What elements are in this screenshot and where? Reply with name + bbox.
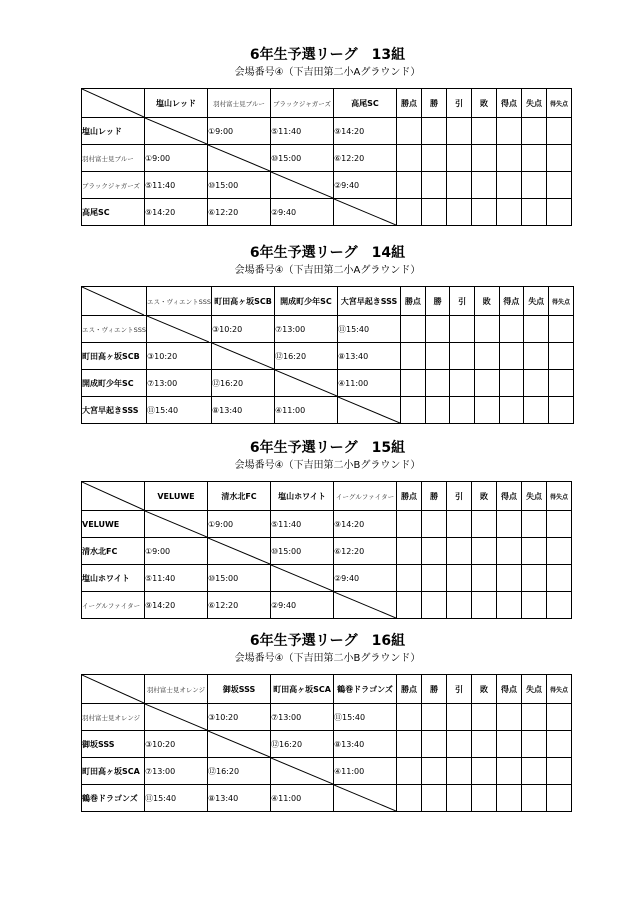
stat-cell [447,511,472,538]
corner-cell [82,482,145,511]
stat-cell [522,145,547,172]
stat-header: 敗 [472,89,497,118]
row-team-name: 町田高ヶ坂SCB [82,343,147,370]
stat-header: 勝 [422,482,447,511]
self-match-cell [334,199,397,226]
stat-cell [549,316,574,343]
stat-cell [397,145,422,172]
column-team-name: 町田高ヶ坂SCA [271,675,334,704]
stat-cell [401,316,426,343]
league-title: 6年生予選リーグ 13組 [249,47,406,63]
stat-cell [447,538,472,565]
match-time: ⑦13:00 [271,704,334,731]
stat-cell [547,145,572,172]
match-time: ⑤11:40 [271,511,334,538]
stat-header: 得点 [499,287,524,316]
stat-cell [522,538,547,565]
match-time: ⑥12:20 [208,199,271,226]
stat-cell [497,565,522,592]
row-team-name: イーグルファイター [82,592,145,619]
column-team-name: 羽村富士見オレンジ [145,675,208,704]
stat-cell [447,565,472,592]
match-time: ⑨14:20 [145,199,208,226]
column-team-name: 御坂SSS [208,675,271,704]
stat-cell [522,785,547,812]
stat-cell [422,538,447,565]
stat-header: 得点 [497,482,522,511]
stat-cell [547,731,572,758]
stat-cell [472,565,497,592]
match-time: ⑧13:40 [208,785,271,812]
match-time: ⑤11:40 [145,172,208,199]
stat-cell [472,538,497,565]
stat-cell [549,397,574,424]
team-row [82,145,572,172]
stat-cell [447,145,472,172]
league-title: 6年生予選リーグ 14組 [249,245,406,261]
stat-cell [524,370,549,397]
row-team-name: 鶴巻ドラゴンズ [82,785,145,812]
self-match-cell [212,343,275,370]
venue-label: 会場番号④（下吉田第二小Bグラウンド） [234,653,421,664]
match-time: ②9:40 [334,172,397,199]
match-time: ③10:20 [147,343,212,370]
stat-cell [547,172,572,199]
team-row [82,172,572,199]
self-match-cell [145,118,208,145]
self-match-cell [208,145,271,172]
corner-cell [82,287,147,316]
row-team-name: 高尾SC [82,199,145,226]
stat-cell [497,172,522,199]
stat-cell [472,592,497,619]
row-team-name: 清水北FC [82,538,145,565]
column-team-name: 高尾SC [334,89,397,118]
row-team-name: 塩山ホワイト [82,565,145,592]
row-team-name: 羽村富士見ブルー [82,145,145,172]
stat-cell [422,511,447,538]
match-time: ④11:00 [275,397,338,424]
match-time: ⑦13:00 [147,370,212,397]
stat-cell [474,397,499,424]
team-row [82,785,572,812]
row-team-name: 羽村富士見オレンジ [82,704,145,731]
stat-header: 勝点 [397,675,422,704]
match-time: ⑤11:40 [271,118,334,145]
stat-cell [397,199,422,226]
column-team-name: ブラックジャガーズ [271,89,334,118]
column-team-name: イーグルファイター [334,482,397,511]
team-row [82,731,572,758]
stat-cell [499,397,524,424]
stat-cell [547,511,572,538]
stat-cell [422,199,447,226]
stat-cell [397,592,422,619]
team-row [82,118,572,145]
stat-cell [447,758,472,785]
stat-header: 勝点 [397,89,422,118]
stat-cell [472,118,497,145]
match-time: ②9:40 [334,565,397,592]
team-row [82,565,572,592]
self-match-cell [338,397,401,424]
stat-header: 失点 [522,89,547,118]
stat-cell [497,785,522,812]
stat-header: 失点 [524,287,549,316]
league-title: 6年生予選リーグ 16組 [249,633,406,649]
stat-cell [472,731,497,758]
column-team-name: 羽村富士見ブルー [208,89,271,118]
stat-cell [397,704,422,731]
stat-header: 失点 [522,482,547,511]
stat-cell [401,397,426,424]
stat-cell [547,785,572,812]
stat-cell [472,172,497,199]
match-time: ①9:00 [208,118,271,145]
stat-header: 勝点 [401,287,426,316]
team-row [82,758,572,785]
stat-cell [497,704,522,731]
stat-cell [447,704,472,731]
stat-cell [425,343,450,370]
self-match-cell [271,172,334,199]
stat-cell [401,343,426,370]
league-table [81,481,572,619]
self-match-cell [334,592,397,619]
header-row [82,287,574,316]
stat-cell [547,704,572,731]
column-team-name: 開成町少年SC [275,287,338,316]
stat-cell [447,592,472,619]
stat-cell [522,592,547,619]
stat-cell [450,343,475,370]
column-team-name: 町田高ヶ坂SCB [212,287,275,316]
stat-cell [422,172,447,199]
match-time: ④11:00 [271,785,334,812]
stat-header: 引 [450,287,475,316]
stat-cell [522,199,547,226]
stat-cell [472,704,497,731]
match-time: ②9:40 [271,592,334,619]
stat-cell [472,511,497,538]
stat-header: 得点 [497,89,522,118]
match-time: ④11:00 [334,758,397,785]
team-row [82,397,574,424]
header-row [82,89,572,118]
stat-header: 敗 [472,675,497,704]
match-time: ⑫16:20 [275,343,338,370]
self-match-cell [271,758,334,785]
column-team-name: 清水北FC [208,482,271,511]
stat-cell [397,172,422,199]
match-time: ③10:20 [208,704,271,731]
stat-cell [472,199,497,226]
stat-cell [497,758,522,785]
stat-cell [474,370,499,397]
match-time: ③10:20 [212,316,275,343]
column-team-name: 塩山ホワイト [271,482,334,511]
team-row [82,538,572,565]
stat-cell [450,397,475,424]
match-time: ⑧13:40 [212,397,275,424]
stat-cell [401,370,426,397]
match-time: ⑧13:40 [338,343,401,370]
row-team-name: 大宮早起きSSS [82,397,147,424]
stat-cell [447,785,472,812]
stat-cell [547,565,572,592]
match-time: ①9:00 [145,145,208,172]
stat-cell [522,758,547,785]
stat-header: 得失点 [547,675,572,704]
stat-cell [547,118,572,145]
stat-cell [422,592,447,619]
match-time: ⑧13:40 [334,731,397,758]
column-team-name: エス・ヴィエントSSS [147,287,212,316]
header-row [82,482,572,511]
match-time: ⑦13:00 [145,758,208,785]
stat-cell [547,199,572,226]
row-team-name: エス・ヴィエントSSS [82,316,147,343]
stat-cell [497,511,522,538]
stat-cell [422,704,447,731]
stat-cell [497,199,522,226]
match-time: ⑥12:20 [334,145,397,172]
match-time: ⑤11:40 [145,565,208,592]
stat-cell [447,731,472,758]
venue-label: 会場番号④（下吉田第二小Aグラウンド） [234,265,421,276]
match-time: ④11:00 [338,370,401,397]
venue-label: 会場番号④（下吉田第二小Bグラウンド） [234,460,421,471]
league-table [81,674,572,812]
stat-cell [397,511,422,538]
stat-header: 引 [447,89,472,118]
stat-cell [474,316,499,343]
stat-cell [499,316,524,343]
match-time: ⑫16:20 [208,758,271,785]
column-team-name: VELUWE [145,482,208,511]
stat-cell [422,145,447,172]
stat-cell [474,343,499,370]
self-match-cell [275,370,338,397]
match-time: ⑪15:40 [147,397,212,424]
stat-cell [472,145,497,172]
stat-cell [422,758,447,785]
stat-header: 得失点 [547,482,572,511]
stat-cell [450,370,475,397]
stat-cell [547,592,572,619]
corner-cell [82,675,145,704]
match-time: ⑪15:40 [334,704,397,731]
match-time: ①9:00 [208,511,271,538]
stat-cell [397,758,422,785]
match-time: ⑨14:20 [145,592,208,619]
match-time: ⑨14:20 [334,118,397,145]
stat-header: 勝点 [397,482,422,511]
match-time: ⑥12:20 [334,538,397,565]
stat-cell [497,592,522,619]
match-time: ⑦13:00 [275,316,338,343]
match-time: ①9:00 [145,538,208,565]
column-team-name: 大宮早起きSSS [338,287,401,316]
stat-cell [522,118,547,145]
stat-header: 得失点 [549,287,574,316]
self-match-cell [208,731,271,758]
match-time: ③10:20 [145,731,208,758]
self-match-cell [208,538,271,565]
stat-cell [422,565,447,592]
match-time: ⑩15:00 [208,172,271,199]
stat-header: 得失点 [547,89,572,118]
stat-cell [472,785,497,812]
stat-cell [397,785,422,812]
row-team-name: 町田高ヶ坂SCA [82,758,145,785]
self-match-cell [145,511,208,538]
stat-cell [522,511,547,538]
match-time: ⑫16:20 [271,731,334,758]
column-team-name: 塩山レッド [145,89,208,118]
match-time: ⑪15:40 [145,785,208,812]
row-team-name: 御坂SSS [82,731,145,758]
stat-cell [524,316,549,343]
stat-header: 得点 [497,675,522,704]
stat-cell [422,731,447,758]
stat-cell [522,731,547,758]
stat-cell [425,316,450,343]
stat-cell [499,343,524,370]
row-team-name: ブラックジャガーズ [82,172,145,199]
match-time: ②9:40 [271,199,334,226]
stat-header: 敗 [472,482,497,511]
team-row [82,511,572,538]
stat-cell [522,565,547,592]
match-time: ⑩15:00 [208,565,271,592]
column-team-name: 鶴巻ドラゴンズ [334,675,397,704]
stat-cell [397,118,422,145]
stat-cell [447,172,472,199]
match-time: ⑪15:40 [338,316,401,343]
stat-cell [497,145,522,172]
stat-cell [522,172,547,199]
league-title: 6年生予選リーグ 15組 [249,440,406,456]
stat-cell [524,343,549,370]
stat-cell [497,731,522,758]
league-table [81,88,572,226]
stat-cell [497,118,522,145]
stat-header: 失点 [522,675,547,704]
stat-cell [524,397,549,424]
stat-cell [522,704,547,731]
stat-cell [397,565,422,592]
stat-cell [549,343,574,370]
match-time: ⑩15:00 [271,538,334,565]
stat-cell [447,118,472,145]
stat-cell [450,316,475,343]
stat-cell [422,118,447,145]
venue-label: 会場番号④（下吉田第二小Aグラウンド） [234,67,421,78]
stat-cell [472,758,497,785]
row-team-name: 開成町少年SC [82,370,147,397]
stat-header: 勝 [422,675,447,704]
self-match-cell [147,316,212,343]
stat-cell [549,370,574,397]
stat-cell [447,199,472,226]
self-match-cell [145,704,208,731]
stat-cell [425,397,450,424]
stat-header: 引 [447,675,472,704]
row-team-name: 塩山レッド [82,118,145,145]
team-row [82,316,574,343]
team-row [82,343,574,370]
stat-header: 敗 [474,287,499,316]
self-match-cell [271,565,334,592]
team-row [82,592,572,619]
stat-cell [499,370,524,397]
team-row [82,199,572,226]
team-row [82,370,574,397]
row-team-name: VELUWE [82,511,145,538]
team-row [82,704,572,731]
stat-cell [547,758,572,785]
stat-header: 引 [447,482,472,511]
self-match-cell [334,785,397,812]
stat-header: 勝 [425,287,450,316]
stat-header: 勝 [422,89,447,118]
stat-cell [425,370,450,397]
match-time: ⑥12:20 [208,592,271,619]
stat-cell [397,538,422,565]
header-row [82,675,572,704]
match-time: ⑫16:20 [212,370,275,397]
stat-cell [397,731,422,758]
stat-cell [547,538,572,565]
match-time: ⑨14:20 [334,511,397,538]
corner-cell [82,89,145,118]
stat-cell [497,538,522,565]
match-time: ⑩15:00 [271,145,334,172]
league-table [81,286,574,424]
stat-cell [422,785,447,812]
